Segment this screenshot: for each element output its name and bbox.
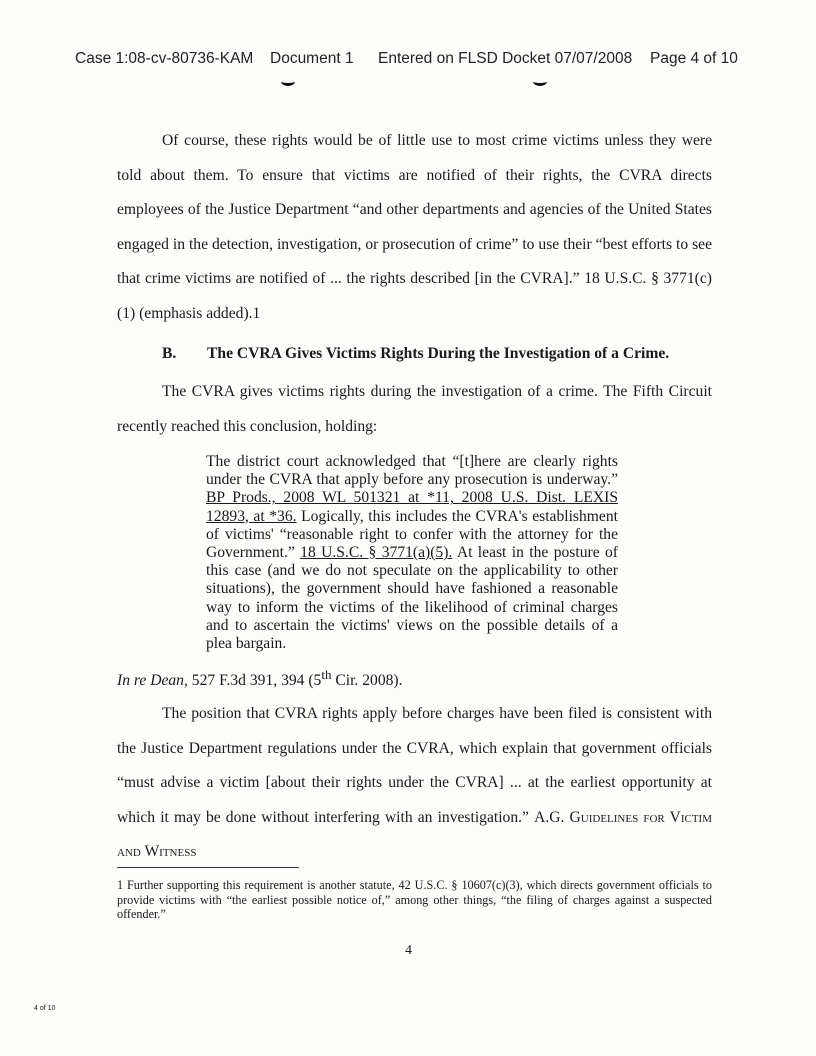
page-stamp: 4 of 10 (34, 1005, 56, 1012)
citation-link-bp-prods[interactable]: BP Prods., 2008 WL 501321 at *11, 2008 U.S. Dist. LEXIS 12893, at *36. (206, 489, 618, 525)
docket-entry: Entered on FLSD Docket 07/07/2008 (378, 50, 633, 67)
footnote-divider (117, 867, 299, 868)
punch-mark-right (533, 77, 547, 86)
section-heading-b (162, 345, 669, 363)
paragraph-regulations: The position that CVRA rights apply before charges have been filed is consistent with the Justice Department regulations under the CVRA, which explain that government officials “must advise a victim [about their rights under the CVRA] ... at the earliest opportunity at which it may be done without interfering with an investigation.” A.G. Guidelines for Victim and Witness (117, 705, 712, 860)
punch-mark-left (281, 77, 295, 86)
block-quote: The district court acknowledged that “[t]here are clearly rights under the CVRA that apply before any prosecution is underway.” BP Prods., 2008 WL 501321 at *11, 2008 U.S. Dist. LEXIS 12893, at *36. Logically, this includes the CVRA's establishment of victims' “reasonable right to confer with the attorney for the Government.” 18 U.S.C. § 3771(a)(5). At least in the posture of this case (and we do not speculate on the applicability to other situations), the government should have fashioned a reasonable way to inform the victims of the likelihood of criminal charges and to ascertain the victims' views on the possible details of a plea bargain. (206, 453, 618, 653)
guidelines-title: A.G. Guidelines for Victim and Witness (117, 808, 712, 860)
paragraph-notification: Of course, these rights would be of little use to most crime victims unless they were told about them. To ensure that victims are notified of their rights, the CVRA directs employees of the Justice Department “and other departments and agencies of the United States engaged in the detection, investigation, or prosecution of crime” to use their “best efforts to see that crime victims are notified of ... the rights described [in the CVRA].” 18 U.S.C. § 3771(c)(1) (emphasis added).1 (117, 132, 712, 322)
case-citation: In re Dean, 527 F.3d 391, 394 (5th Cir. 2008). (117, 667, 403, 690)
page-indicator: Page 4 of 10 (650, 50, 738, 67)
section-number: B. (162, 345, 177, 362)
footnote-1: 1 Further supporting this requirement is another statute, 42 U.S.C. § 10607(c)(3), which directs government officials to provide victims with “the earliest possible notice of,” among other things, “the filing of charges against a suspected offender.” (117, 878, 712, 922)
section-title: The CVRA Gives Victims Rights During the Investigation of a Crime. (207, 345, 670, 362)
citation-link-usc[interactable]: 18 U.S.C. § 3771(a)(5). (300, 544, 453, 562)
case-number: Case 1:08-cv-80736-KAM (75, 50, 254, 67)
document-number: Document 1 (270, 50, 354, 67)
page-number: 4 (405, 943, 412, 958)
paragraph-fifth-circuit: The CVRA gives victims rights during the investigation of a crime. The Fifth Circuit recently reached this conclusion, holding: (117, 383, 712, 435)
